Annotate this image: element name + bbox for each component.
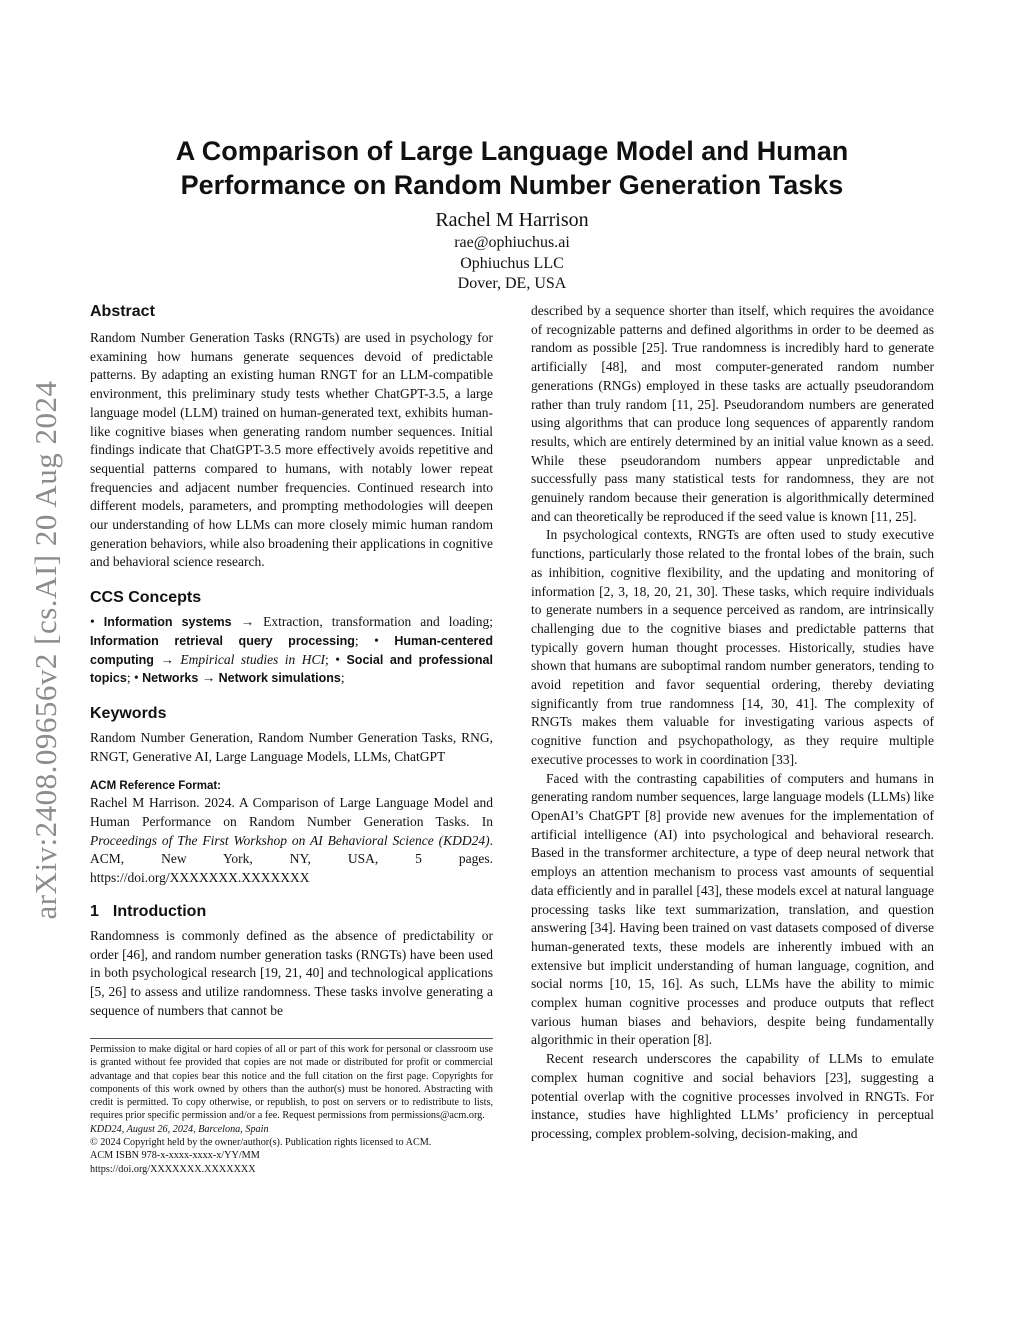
ccs-term-4: Social and professional topics [90,652,493,686]
acm-reference-venue: Proceedings of The First Workshop on AI Behavioral Science (KDD24) [90,832,490,848]
acm-reference-text [90,794,493,888]
isbn-line: ACM ISBN 978-x-xxxx-xxxx-x/YY/MM [90,1150,260,1162]
title-line-2: Performance on Random Number Generation Tasks [180,170,844,200]
permission-footnote [90,1038,493,1176]
ccs-separator-2: ; [354,632,359,648]
title-line-1: A Comparison of Large Language Model and Human [175,136,849,166]
intro-paragraph-1-continued: described by a sequence shorter than itself, which requires the avoidance of recognizable patterns and defined algorithms in order to be deemed as random as possible [25]. True randomness is incredibly hard to generate artificially [48], and most computer-generated random number generations (RNGs) employed in these tasks are actually pseudorandom rather than truly random [11, 25]. Pseudorandom numbers are generated using algorithms that can produce long sequences of apparently random results, which are entirely determined by an initial value known as a seed. While these pseudorandom numbers appear unpredictable and successfully pass many statistical tests for randomness, they are not genuinely random because their generation is algorithmically determined and can theoretically be reproduced if the seed value is known [11, 25]. [531,303,934,524]
conference-info: KDD24, August 26, 2024, Barcelona, Spain [90,1123,269,1135]
ccs-detail-3: Empirical studies in HCI [180,651,326,667]
author-name: Rachel M Harrison [435,209,589,231]
arxiv-sidebar [26,355,66,945]
permission-text: Permission to make digital or hard copies of all or part of this work for personal or classroom use is granted without fee provided that copies are not made or distributed for profit or commercial advantage and that copies bear this notice and the full citation on the first page. Copyrights for components of this work owned by others than the author(s) must be honored. Abstracting with credit is permitted. To copy otherwise, or republish, to post on servers or to redistribute to lists, requires prior specific permission and/or a fee. Request permissions from permissions@acm.org. [90,1044,493,1122]
ccs-detail-5: Network simulations [218,671,341,686]
ccs-arrow-5: → [198,670,219,686]
acm-reference-heading: ACM Reference Format: [90,780,221,793]
author-location: Dover, DE, USA [457,275,567,292]
ccs-separator-3: ; [325,651,329,667]
keywords-text: Random Number Generation, Random Number Generation Tasks, RNG, RNGT, Generative AI, Large Language Models, LLMs, ChatGPT [90,729,493,764]
ccs-separator-5: ; [340,670,345,686]
ccs-term-1: Information systems [103,615,232,630]
intro-paragraph-3: Faced with the contrasting capabilities of computers and humans in generating random number sequences, large language models (LLMs) like OpenAI’s ChatGPT [8] provide new avenues for the implementation of artificial intelligence (AI) into psychological and behavioral research. Based in the transformer architecture, a type of deep neural network that employs an attention mechanism to process vast amounts of sequential data efficiently and in parallel [43], these models excel at natural language processing tasks like text summarization, translation, and question answering [34]. Having been trained on vast datasets composed of diverse human-generated texts, these models are inherently imbued with an extensive but implicit understanding of human language, cognition, and social norms [10, 15, 16]. As such, LLMs have the ability to mimic complex human cognitive processes and produce outputs that reflect various human biases and behaviors, despite being fundamentally algorithmic in their operation [8]. [531,770,934,1048]
intro-paragraph-2: In psychological contexts, RNGTs are often used to study executive functions, particularly those related to the frontal lobes of the brain, such as inhibition, cognitive flexibility, and the updating and monitoring of information [2, 3, 18, 20, 21, 30]. These tasks, which require individuals to generate numbers in a sequence perceived as random, are intrinsically challenging due to the cognitive biases and predictable patterns that typically govern human thought processes. Historically, studies have shown that humans are suboptimal random number generators, tending to avoid repetition and favor sequential ordering, thereby deviating significantly from true randomness [14, 30, 41]. The complexity of RNGTs makes them valuable for investigating various aspects of cognitive function and psychopathology, as they require multiple executive processes to work in coordination [33]. [531,527,934,767]
left-column [90,302,493,1020]
section-title: Introduction [112,902,207,920]
ccs-term-3: Human-centered computing [90,633,493,667]
author-organization: Ophiuchus LLC [460,254,564,272]
right-column [531,302,934,1144]
author-block [0,208,1024,295]
ccs-separator-4: ; [126,670,131,686]
arxiv-identifier: arXiv:2408.09656v2 [cs.AI] 20 Aug 2024 [28,380,63,920]
ccs-concepts: • Information systems → Extraction, transformation and loading; Information retrieval query processing; • Human-centered computing → Empirical studies in HCI; • Social and professional topics; • Networks → Network simulations; [90,614,493,686]
ccs-heading: CCS Concepts [90,589,202,607]
paper-title [0,134,1024,202]
intro-paragraph-4: Recent research underscores the capability of LLMs to emulate complex human cognitive and social behaviors [23], suggesting a potential overlap with the cognitive processes involved in RNGTs. For instance, studies have highlighted LLMs’ proficiency in perceptual processing, complex problem-solving, decision-making, and [531,1051,934,1141]
intro-paragraph-1: Randomness is commonly defined as the absence of predictability or order [46], and random number generation tasks (RNGTs) have been used in both psychological research [19, 21, 40] and technological applications [5, 26] to assess and utilize randomness. These tasks involve generating a sequence of numbers that cannot be [90,927,493,1018]
ccs-term-5: Networks [142,671,199,686]
introduction-heading [90,902,493,922]
ccs-detail-1: → Extraction, transformation and loading; [231,614,493,630]
acm-reference-publisher: . ACM, New York, NY, USA, 5 pages. https://doi.org/XXXXXXX.XXXXXXX [90,832,493,886]
doi-link[interactable]: https://doi.org/XXXXXXX.XXXXXXX [90,1163,256,1175]
copyright-line: © 2024 Copyright held by the owner/author(s). Publication rights licensed to ACM. [90,1137,432,1149]
ccs-arrow-3: → [153,651,181,667]
acm-reference-authors: Rachel M Harrison. 2024. A Comparison of Large Language Model and Human Performance on Random Number Generation Tasks. In [90,795,493,830]
author-email: rae@ophiuchus.ai [454,234,570,251]
section-number: 1 [90,902,99,920]
abstract-text: Random Number Generation Tasks (RNGTs) are used in psychology for examining how humans generate sequences devoid of predictable patterns. By adapting an existing human RNGT for an LLM-compatible environment, this preliminary study tests whether ChatGPT-3.5, a large language model (LLM) trained on human-generated text, exhibits human-like cognitive biases when generating random number sequences. Initial findings indicate that ChatGPT-3.5 more effectively avoids repetitive and sequential patterns compared to humans, with notably lower repeat frequencies and adjacent number frequencies. Continued research into different models, parameters, and prompting methodologies will deepen our understanding of how LLMs can more closely mimic human random generation behaviors, while also broadening their applications in cognitive and behavioral science research. [90,330,494,570]
abstract-heading: Abstract [90,303,155,320]
ccs-term-2: Information retrieval query processing [90,633,355,648]
keywords-heading: Keywords [90,704,167,722]
